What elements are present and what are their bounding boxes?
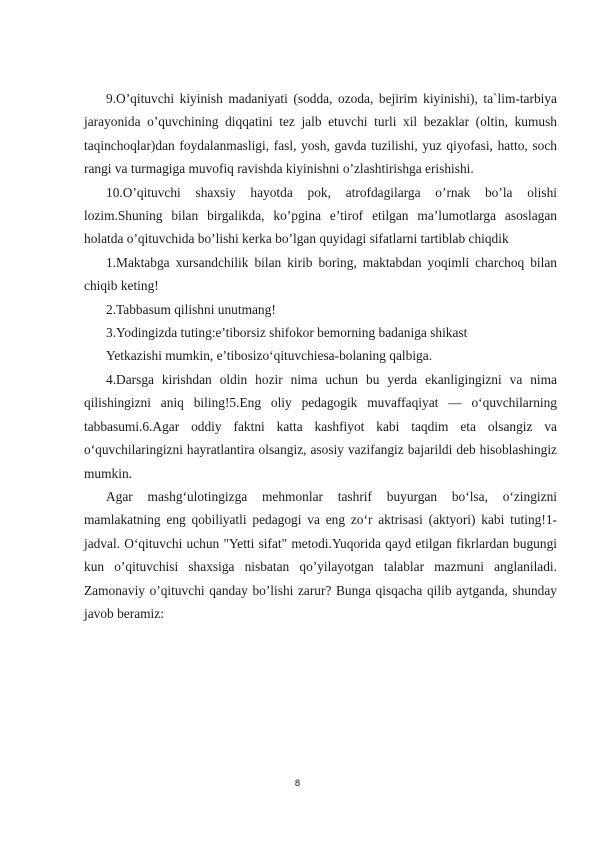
- paragraph-rule-1: 1.Maktabga xursandchilik bilan kirib boring, maktabdan yoqimli charchoq bilan chiqib keting!: [84, 254, 557, 294]
- paragraph-rule-2: 2.Tabbasum qilishni unutmang!: [106, 301, 276, 317]
- page-number: 8: [294, 779, 301, 789]
- paragraph-item-10-personal-life: 10.O’qituvchi shaxsiy hayotda pok, atrofdagilarga o’rnak bo’la olishi lozim.Shuning bilan birgalikda, ko’pgina e’tirof etilgan ma’lumotlarga asoslagan holatda o’qituvchida bo’lishi kerka bo’lgan quyidagi sifatlarni tartiblab chiqdik: [84, 184, 557, 247]
- paragraph-item-9-dress-culture: 9.O’qituvchi kiyinish madaniyati (sodda, ozoda, bejirim kiyinishi), ta`lim-tarbiya jarayonida o’quvchining diqqatini tez jalb etuvchi turli xil bezaklar (oltin, kumush taqinchoqlar)dan foydalanmasligi, fasl, yosh, gavda tuzilishi, yuz qiyofasi, hatto, soch rangi va turmagiga muvofiq ravishda kiyinishni o’zlashtirishga erishishi.: [84, 91, 557, 177]
- page-body: [84, 87, 557, 625]
- paragraph-rule-3: 3.Yodingizda tuting:e’tiborsiz shifokor bemorning badaniga shikast: [106, 325, 468, 341]
- paragraph-rule-3-continued: Yetkazishi mumkin, e’tibosizo‘qituvchiesa-bolaning qalbiga.: [106, 348, 433, 364]
- paragraph-conclusion: Agar mashg‘ulotingizga mehmonlar tashrif buyurgan bo‘lsa, o‘zingizni mamlakatning eng qobiliyatli pedagogi va eng zo‘r aktrisasi (aktyori) kabi tuting!1-jadval. O‘qituvchi uchun "Yetti sifat" metodi.Yuqorida qayd etilgan fikrlardan bugungi kun o’qituvchisi shaxsiga nisbatan qo’yilayotgan talablar mazmuni anglaniladi. Zamonaviy o’qituvchi qanday bo’lishi zarur? Bunga qisqacha qilib aytganda, shunday javob beramiz:: [84, 488, 557, 621]
- paragraph-rules-4-6: 4.Darsga kirishdan oldin hozir nima uchun bu yerda ekanligingizni va nima qilishingizni aniq biling!5.Eng oliy pedagogik muvaffaqiyat — o‘quvchilarning tabbasumi.6.Agar oddiy faktni katta kashfiyot kabi taqdim eta olsangiz va o‘quvchilaringizni hayratlantira olsangiz, asosiy vazifangiz bajarildi deb hisoblashingiz mumkin.: [84, 371, 557, 481]
